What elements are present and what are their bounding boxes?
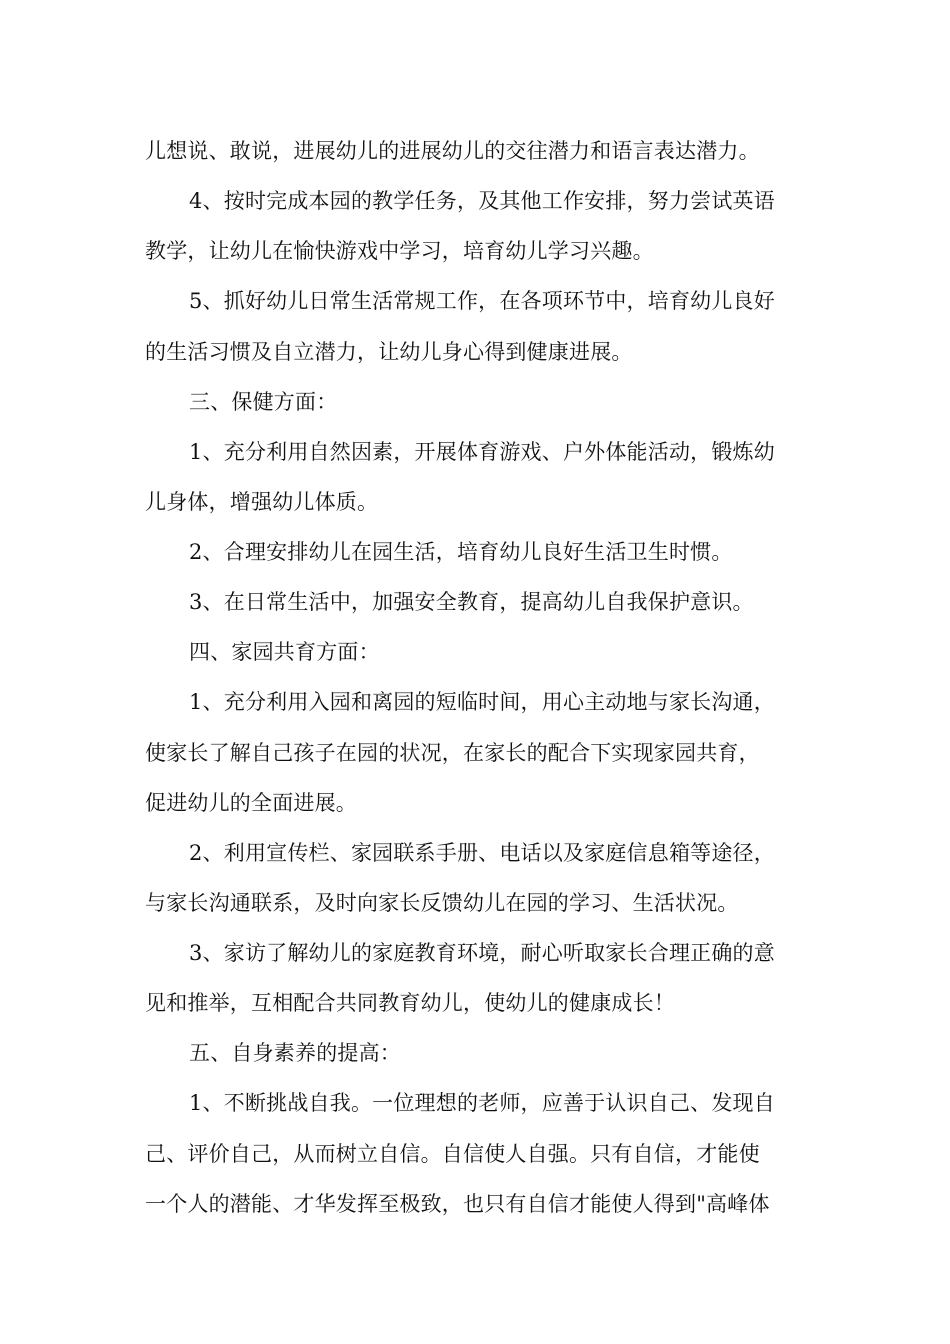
text-line-12: 1、充分利用入园和离园的短临时间，用心主动地与家长沟通， xyxy=(189,690,775,714)
text-line-15: 2、利用宣传栏、家园联系手册、电话以及家庭信息箱等途径， xyxy=(189,841,775,865)
text-line-5: 的生活习惯及自立潜力，让幼儿身心得到健康进展。 xyxy=(145,340,633,364)
text-line-4: 5、抓好幼儿日常生活常规工作，在各项环节中，培育幼儿良好 xyxy=(189,289,775,313)
text-line-8: 儿身体，增强幼儿体质。 xyxy=(145,490,379,514)
text-line-1: 儿想说、敢说，进展幼儿的进展幼儿的交往潜力和语言表达潜力。 xyxy=(145,139,760,163)
section-heading-home-school: 四、家园共育方面： xyxy=(189,640,380,664)
text-line-21: 己、评价自己，从而树立自信。自信使人自强。只有自信，才能使 xyxy=(145,1142,760,1166)
text-line-2: 4、按时完成本园的教学任务，及其他工作安排，努力尝试英语 xyxy=(189,189,775,213)
text-line-9: 2、合理安排幼儿在园生活，培育幼儿良好生活卫生时惯。 xyxy=(189,540,733,564)
text-line-18: 见和推举，互相配合共同教育幼儿，使幼儿的健康成长！ xyxy=(145,991,675,1015)
text-line-3: 教学，让幼儿在愉快游戏中学习，培育幼儿学习兴趣。 xyxy=(145,239,654,263)
text-line-22: 一个人的潜能、才华发挥至极致，也只有自信才能使人得到"高峰体 xyxy=(145,1192,770,1216)
section-heading-self-improvement: 五、自身素养的提高： xyxy=(189,1041,401,1065)
text-line-20: 1、不断挑战自我。一位理想的老师，应善于认识自己、发现自 xyxy=(189,1091,775,1115)
text-line-13: 使家长了解自己孩子在园的状况，在家长的配合下实现家园共育， xyxy=(145,741,760,765)
text-line-14: 促进幼儿的全面进展。 xyxy=(145,791,357,815)
text-line-7: 1、充分利用自然因素，开展体育游戏、户外体能活动，锻炼幼 xyxy=(189,440,775,464)
text-line-16: 与家长沟通联系，及时向家长反馈幼儿在园的学习、生活状况。 xyxy=(145,891,739,915)
section-heading-health: 三、保健方面： xyxy=(189,390,338,414)
text-line-10: 3、在日常生活中，加强安全教育，提高幼儿自我保护意识。 xyxy=(189,590,754,614)
text-line-17: 3、家访了解幼儿的家庭教育环境，耐心听取家长合理正确的意 xyxy=(189,941,775,965)
